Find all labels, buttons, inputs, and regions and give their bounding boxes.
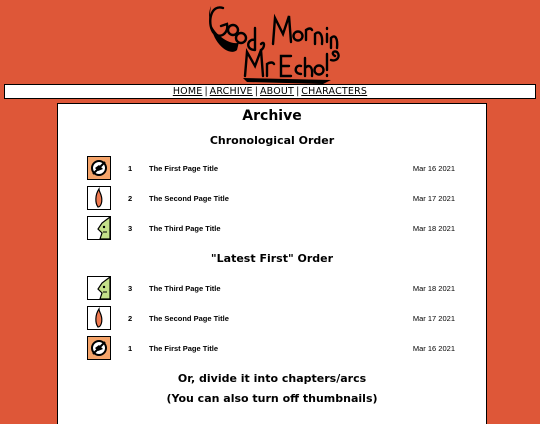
page-number: 1 bbox=[128, 164, 133, 173]
page-date: Mar 17 2021 bbox=[412, 194, 455, 203]
nav-separator: | bbox=[254, 86, 258, 97]
page-date: Mar 17 2021 bbox=[412, 314, 455, 323]
page-title-link[interactable]: The Second Page Title bbox=[149, 194, 229, 203]
thumbnail-flame-icon[interactable] bbox=[87, 186, 111, 210]
page-title: Archive bbox=[242, 108, 302, 124]
thumbnails-heading: (You can also turn off thumbnails) bbox=[166, 392, 378, 405]
archive-row[interactable] bbox=[58, 336, 486, 362]
page-date: Mar 16 2021 bbox=[412, 164, 455, 173]
page-number: 2 bbox=[128, 314, 133, 323]
page-date: Mar 18 2021 bbox=[412, 284, 455, 293]
thumbnail-green-face-icon[interactable] bbox=[87, 216, 111, 240]
archive-panel bbox=[57, 103, 487, 424]
thumbnail-green-face-icon[interactable] bbox=[87, 276, 111, 300]
nav-archive-link[interactable]: ARCHIVE bbox=[209, 86, 253, 97]
page-title-link[interactable]: The Second Page Title bbox=[149, 314, 229, 323]
archive-row[interactable] bbox=[58, 186, 486, 212]
page-date: Mar 16 2021 bbox=[412, 344, 455, 353]
page-number: 3 bbox=[128, 284, 133, 293]
page-date: Mar 18 2021 bbox=[412, 224, 455, 233]
nav-separator: | bbox=[204, 86, 208, 97]
nav-separator: | bbox=[296, 86, 300, 97]
archive-row[interactable] bbox=[58, 156, 486, 182]
page-number: 3 bbox=[128, 224, 133, 233]
thumbnail-flame-icon[interactable] bbox=[87, 306, 111, 330]
page-title-link[interactable]: The First Page Title bbox=[149, 164, 219, 173]
page-title-link[interactable]: The Third Page Title bbox=[149, 284, 221, 293]
archive-row[interactable] bbox=[58, 276, 486, 302]
latest-first-heading: "Latest First" Order bbox=[210, 252, 334, 265]
nav-characters-link[interactable]: CHARACTERS bbox=[301, 86, 368, 97]
top-nav bbox=[4, 84, 536, 99]
thumbnail-no-sign-icon[interactable] bbox=[87, 336, 111, 360]
thumbnail-no-sign-icon[interactable] bbox=[87, 156, 111, 180]
page-number: 2 bbox=[128, 194, 133, 203]
nav-about-link[interactable]: ABOUT bbox=[259, 86, 295, 97]
page-title-link[interactable]: The Third Page Title bbox=[149, 224, 221, 233]
chapters-heading: Or, divide it into chapters/arcs bbox=[177, 372, 367, 385]
page-number: 1 bbox=[128, 344, 133, 353]
archive-row[interactable] bbox=[58, 306, 486, 332]
archive-row[interactable] bbox=[58, 216, 486, 242]
site-logo[interactable] bbox=[203, 0, 343, 84]
nav-home-link[interactable]: HOME bbox=[172, 86, 203, 97]
chronological-heading: Chronological Order bbox=[209, 134, 335, 147]
page-title-link[interactable]: The First Page Title bbox=[149, 344, 219, 353]
